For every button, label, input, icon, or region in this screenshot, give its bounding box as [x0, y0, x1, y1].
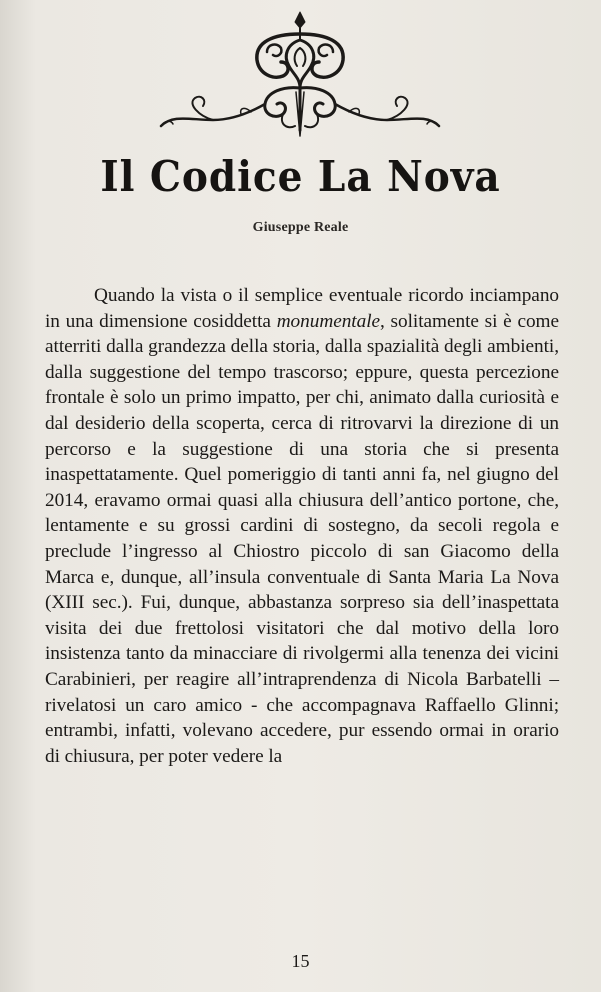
ornamental-flourish-icon [155, 8, 445, 143]
body-text-part-2: , solitamente si è come atterriti dalla grandezza della storia, dalla spazialità degli ambienti, dalla suggestione del tempo trascorso; eppure, questa percezione frontale è solo un primo impatto, per chi, animato dalla curiosità e dal desiderio della scoperta, cerca di ritrovarvi la direzione di un percorso e la suggestione di una storia che si presenta inaspettatamente. Quel pomeriggio di tanti anni fa, nel giugno del 2014, eravamo ormai quasi alla chiusura dell’antico portone, che, lentamente e su grossi cardini di sostegno, da secoli regola e preclude l’ingresso al Chiostro piccolo di san Giacomo della Marca e, dunque, all’insula conventuale di Santa Maria La Nova (XIII sec.). Fui, dunque, abbastanza sorpreso sia dell’inaspettata visita dei due frettolosi visitatori che dal motivo della loro insistenza tanto da minacciare di rivolgermi alla tenenza dei vicini Carabinieri, per reagire all’intraprendenza di Nicola Barbatelli – rivelatosi un caro amico - che accompagnava Raffaello Glinni; entrambi, infatti, volevano accedere, pur essendo ormai in orario di chiusura, per poter vedere la [45, 310, 559, 767]
chapter-title: Il Codice La Nova [100, 152, 501, 201]
page-number: 15 [291, 951, 310, 971]
author-name: Giuseppe Reale [252, 220, 349, 235]
body-text-part-1: Quando la vista o il semplice eventuale ricordo inciampano in una dimensione cosiddetta [45, 285, 559, 332]
body-emphasis: monumentale [276, 310, 381, 332]
body-paragraph [45, 283, 559, 769]
